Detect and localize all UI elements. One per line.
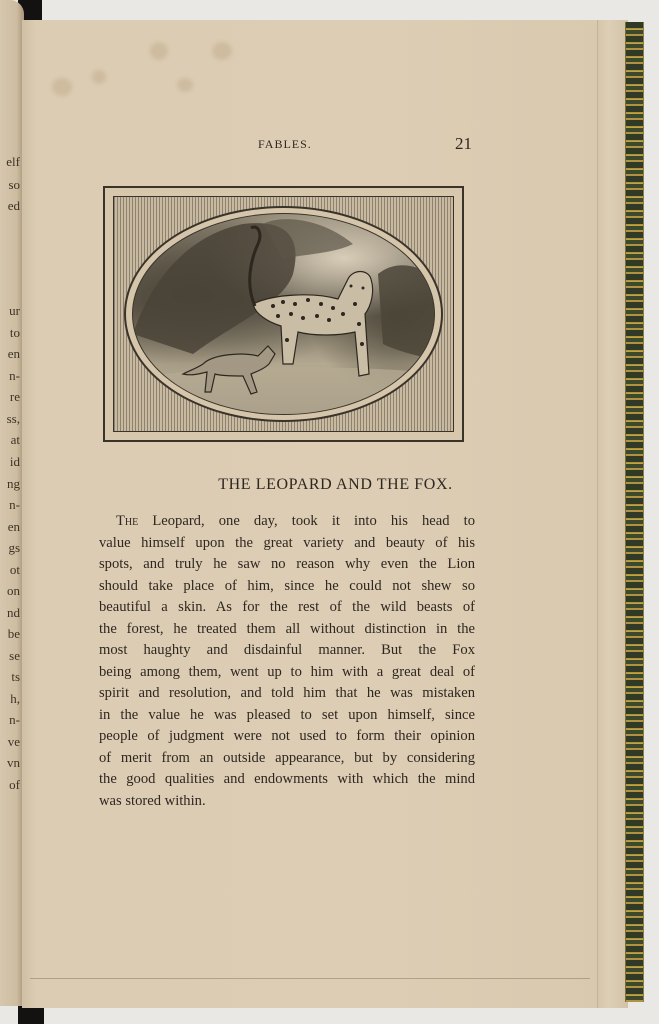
facing-page-text-fragment: ur xyxy=(9,303,20,318)
engraving-illustration xyxy=(133,214,435,415)
fable-line: should take place of him, since he could not shew so xyxy=(99,577,475,594)
fable-line: the forest, he treated them all without distinction in the xyxy=(99,620,475,637)
facing-page-edge xyxy=(0,0,24,1006)
facing-page-text-fragment: ot xyxy=(9,562,20,577)
page-fore-edge xyxy=(597,20,626,1008)
leopard-and-fox-engraving xyxy=(132,213,435,415)
fable-line: spots, and truly he saw no reason why even the Lion xyxy=(99,556,475,572)
facing-page-text-fragment: ed xyxy=(7,198,20,213)
foxing-stain xyxy=(150,42,168,60)
facing-page-text-fragment: id xyxy=(9,454,20,469)
fable-opening-word: The xyxy=(116,513,139,529)
facing-page-text-fragment: n- xyxy=(9,712,20,727)
fable-text xyxy=(99,511,475,812)
facing-page-text-fragment: ts xyxy=(11,669,20,684)
engraving-plate xyxy=(103,186,464,442)
facing-page-text-fragment: of xyxy=(9,777,20,792)
facing-page-text-fragment: en xyxy=(7,346,20,361)
facing-page-text-fragment: nd xyxy=(7,605,20,620)
facing-page-text-fragment: vn xyxy=(7,755,20,770)
fable-line-text: Leopard, one day, took it into his head to xyxy=(138,513,475,529)
fable-line: being among them, went up to him with a great deal of xyxy=(99,663,475,680)
running-head: FABLES. xyxy=(258,137,312,151)
fable-line: the good qualities and endowments with which the mind xyxy=(99,771,475,787)
facing-page-text-fragment: gs xyxy=(8,540,20,555)
fable-line: most haughty and disdainful manner. But the Fox xyxy=(99,642,475,658)
facing-page-text-fragment: n- xyxy=(9,368,20,383)
facing-page-text-fragment: on xyxy=(7,583,20,598)
facing-page-text-fragment: ve xyxy=(7,734,20,749)
fable-line: people of judgment were not used to form their opinion xyxy=(99,728,475,744)
fable-line: value himself upon the great variety and beauty of his xyxy=(99,534,475,551)
facing-page-text-fragment: ss, xyxy=(6,411,20,426)
gilt-binding-edge xyxy=(625,22,644,1002)
page-crease xyxy=(30,978,590,979)
foxing-stain xyxy=(52,78,72,96)
fable-line: in the value he was pleased to set upon himself, since xyxy=(99,706,475,723)
foxing-stain xyxy=(92,70,106,84)
foxing-stain xyxy=(177,78,193,92)
facing-page-text-fragment: at xyxy=(10,432,20,447)
foxing-stain xyxy=(212,42,232,60)
plate-ruled-frame xyxy=(113,196,454,432)
facing-page-text-fragment: ng xyxy=(7,476,20,491)
facing-page-text-fragment: h, xyxy=(10,691,20,706)
fable-line xyxy=(99,511,475,533)
fable-line: spirit and resolution, and told him that he was mistaken xyxy=(99,685,475,701)
fable-title: THE LEOPARD AND THE FOX. xyxy=(218,476,453,493)
facing-page-text-fragment: to xyxy=(9,325,20,340)
fable-line: was stored within. xyxy=(99,792,206,809)
page-number: 21 xyxy=(455,134,472,153)
facing-page-text-fragment: so xyxy=(8,177,20,192)
plate-oval-border xyxy=(124,206,443,422)
facing-page-text-fragment: re xyxy=(9,389,20,404)
facing-page-text-fragment: en xyxy=(7,519,20,534)
fable-line: beautiful a skin. As for the rest of the wild beasts of xyxy=(99,599,475,615)
facing-page-text-fragment: n- xyxy=(9,497,20,512)
facing-page-text-fragment: elf xyxy=(6,154,20,169)
facing-page-text-fragment: be xyxy=(7,626,20,641)
facing-page-text-fragment: se xyxy=(9,648,20,663)
fable-line: of merit from an outside appearance, but by considering xyxy=(99,749,475,766)
